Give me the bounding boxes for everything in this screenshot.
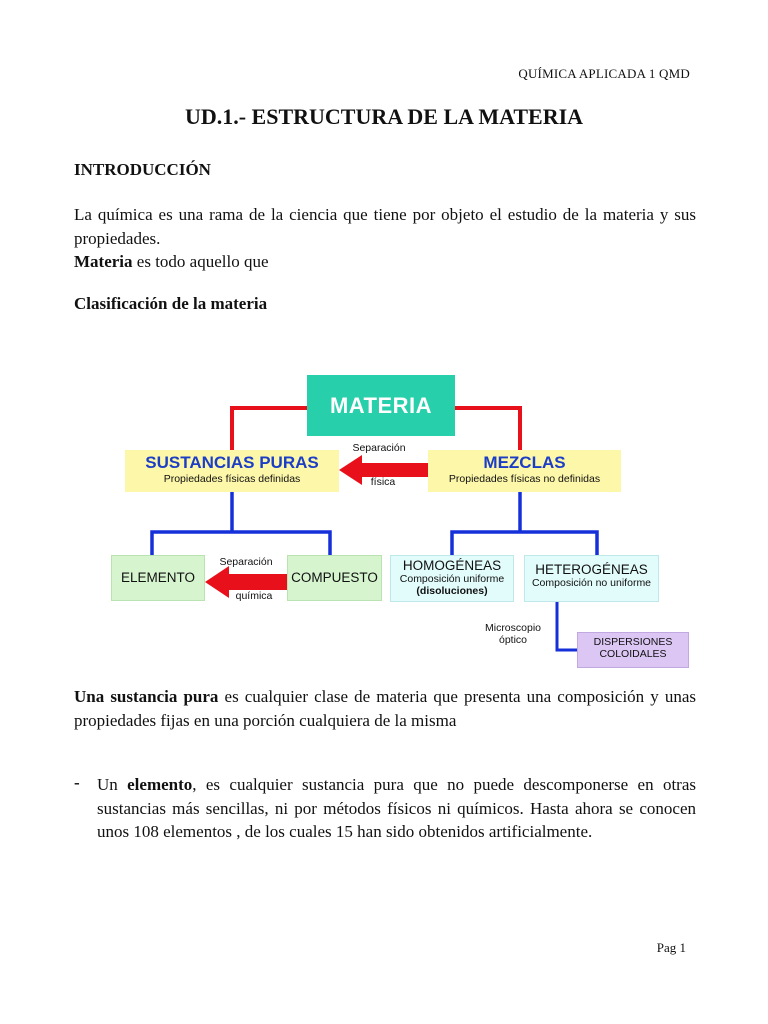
sep-quimica-bottom: química: [235, 590, 273, 602]
bullet-dash: -: [74, 773, 80, 792]
sep-fisica-top: Separación: [352, 442, 406, 454]
sustancia-pura-definition: es cualquier clase de materia que presenta una composición y unas propiedades fijas en una porción cualquiera de la misma: [74, 687, 697, 730]
sustancia-pura-paragraph: [74, 685, 696, 732]
intro-heading: INTRODUCCIÓN: [74, 160, 211, 179]
sustancias-puras-box: [125, 450, 339, 492]
mezclas-sub: Propiedades físicas no definidas: [448, 473, 601, 485]
course-header: QUÍMICA APLICADA 1 QMD: [518, 66, 690, 81]
sep-quimica-top: Separación: [219, 556, 273, 568]
materia-box: MATERIA: [307, 375, 455, 436]
microscopio-line2: óptico: [498, 634, 528, 646]
compuesto-box: COMPUESTO: [287, 555, 382, 601]
matter-classification-diagram: [107, 360, 697, 682]
elemento-box: ELEMENTO: [111, 555, 205, 601]
heterogeneas-sub: Composición no uniforme: [531, 577, 652, 589]
homogeneas-sub2: (disoluciones): [416, 585, 488, 597]
elemento-definition: , es cualquier sustancia pura que no puede descomponerse en otras sustancias más sencillas, ni por métodos físicos ni químicos. Hasta ahora se conocen unos 108 elementos , de los cuales 15 han sido obtenidos artificialmente.: [97, 775, 697, 841]
classification-heading: Clasificación de la materia: [74, 294, 268, 313]
microscopio-line1: Microscopio: [484, 622, 542, 634]
sustancias-puras-sub: Propiedades físicas definidas: [163, 473, 301, 485]
sustancia-pura-term: Una sustancia pura: [74, 687, 219, 706]
dispersiones-coloidales-box: [577, 632, 689, 668]
dispersiones-line1: DISPERSIONES: [593, 636, 673, 648]
intro-line: La química es una rama de la ciencia que tiene por objeto el estudio de la materia y sus propiedades.: [74, 205, 696, 248]
heterogeneas-box: [524, 555, 659, 602]
intro-paragraph: [74, 203, 696, 274]
mezclas-label: MEZCLAS: [483, 453, 566, 472]
materia-definition: es todo aquello que: [132, 252, 269, 271]
homogeneas-label: HOMOGÉNEAS: [402, 558, 502, 573]
dispersiones-line2: COLOIDALES: [599, 648, 667, 660]
heterogeneas-label: HETEROGÉNEAS: [535, 562, 648, 577]
sep-fisica-bottom: física: [370, 476, 396, 488]
page-title: UD.1.- ESTRUCTURA DE LA MATERIA: [184, 104, 584, 129]
homogeneas-box: [390, 555, 514, 602]
elemento-term: elemento: [127, 775, 193, 794]
page-number: Pag 1: [656, 940, 686, 955]
sustancias-puras-label: SUSTANCIAS PURAS: [145, 453, 319, 472]
elemento-bullet: [97, 773, 696, 844]
elemento-pre: Un: [97, 775, 128, 794]
materia-term: Materia: [74, 252, 133, 271]
homogeneas-sub: Composición uniforme: [399, 573, 505, 585]
mezclas-box: [428, 450, 621, 492]
